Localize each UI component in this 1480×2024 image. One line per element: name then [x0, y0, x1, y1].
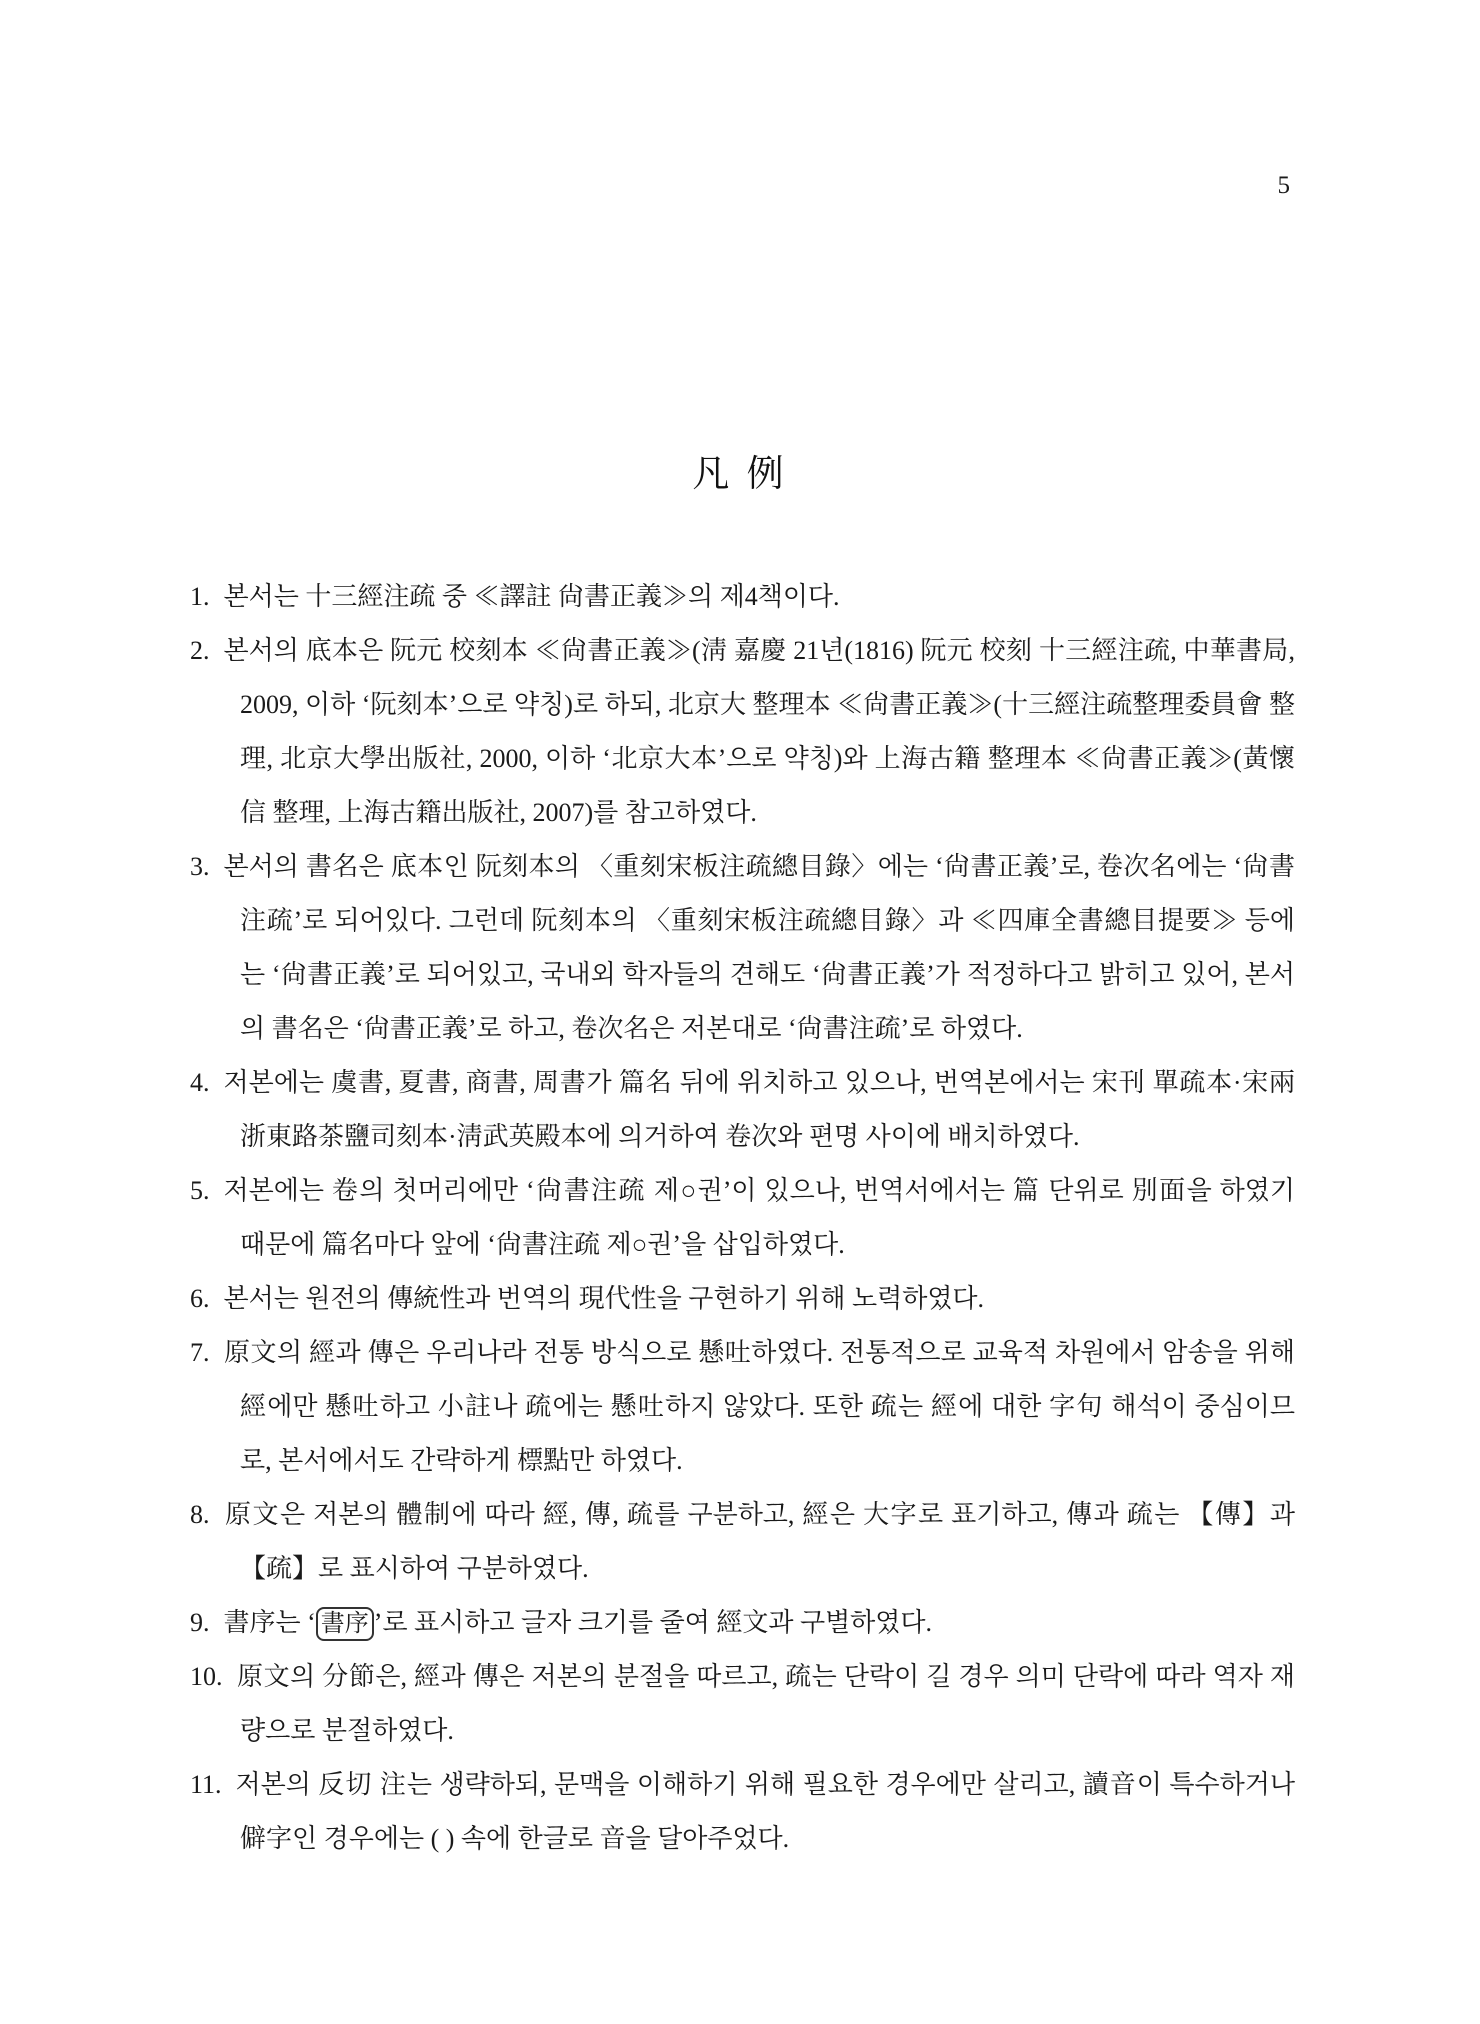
item-number: 6. [190, 1284, 210, 1313]
item-list [190, 570, 1295, 1866]
item-number: 11. [190, 1770, 222, 1799]
list-item: 3. 본서의 書名은 底本인 阮刻本의 〈重刻宋板注疏總目錄〉에는 ‘尙書正義’로, 卷次名에는 ‘尙書注疏’로 되어있다. 그런데 阮刻本의 〈重刻宋板注疏總目錄〉과 ≪四庫全書總目提要≫ 등에는 ‘尙書正義’로 되어있고, 국내외 학자들의 견해도 ‘尙書正義’가 적정하다고 밝히고 있어, 본서의 書名은 ‘尙書正義’로 하고, 卷次名은 저본대로 ‘尙書注疏’로 하였다. [190, 852, 1295, 1043]
page-number: 5 [1277, 172, 1290, 199]
page-title: 凡 例 [692, 453, 788, 495]
item-number: 1. [190, 582, 210, 611]
list-item: 9. 書序는 ‘ 書序 ’로 표시하고 글자 크기를 줄여 經文과 구별하였다. [190, 1596, 1295, 1650]
list-item: 8. 原文은 저본의 體制에 따라 經, 傳, 疏를 구분하고, 經은 大字로 표기하고, 傳과 疏는 【傳】과 【疏】로 표시하여 구분하였다. [190, 1500, 1295, 1583]
item-number: 7. [190, 1338, 210, 1367]
item-number: 8. [190, 1500, 210, 1529]
list-item: 6. 본서는 원전의 傳統性과 번역의 現代性을 구현하기 위해 노력하였다. [190, 1284, 985, 1313]
list-item: 2. 본서의 底本은 阮元 校刻本 ≪尙書正義≫(淸 嘉慶 21년(1816) 阮元 校刻 十三經注疏, 中華書局, 2009, 이하 ‘阮刻本’으로 약칭)로 하되, 北京大 整理本 ≪尙書正義≫(十三經注疏整理委員會 整理, 北京大學出版社, 2000, 이하 ‘北京大本’으로 약칭)와 上海古籍 整理本 ≪尙書正義≫(黃懷信 整理, 上海古籍出版社, 2007)를 참고하였다. [190, 636, 1295, 827]
item-number: 2. [190, 636, 210, 665]
list-item: 1. 본서는 十三經注疏 중 ≪譯註 尙書正義≫의 제4책이다. [190, 582, 840, 611]
list-item: 4. 저본에는 虞書, 夏書, 商書, 周書가 篇名 뒤에 위치하고 있으나, 번역본에서는 宋刊 單疏本·宋兩浙東路茶鹽司刻本·淸武英殿本에 의거하여 卷次와 편명 사이에 배치하였다. [190, 1068, 1295, 1151]
boxed-term: 書序 [316, 1607, 374, 1641]
list-item: 10. 原文의 分節은, 經과 傳은 저본의 분절을 따르고, 疏는 단락이 길 경우 의미 단락에 따라 역자 재량으로 분절하였다. [190, 1662, 1295, 1745]
item-number: 10. [190, 1662, 223, 1691]
list-item: 7. 原文의 經과 傳은 우리나라 전통 방식으로 懸吐하였다. 전통적으로 교육적 차원에서 암송을 위해 經에만 懸吐하고 小註나 疏에는 懸吐하지 않았다. 또한 疏는 經에 대한 字句 해석이 중심이므로, 본서에서도 간략하게 標點만 하였다. [190, 1338, 1295, 1475]
list-item: 11. 저본의 反切 注는 생략하되, 문맥을 이해하기 위해 필요한 경우에만 살리고, 讀音이 특수하거나 僻字인 경우에는 ( ) 속에 한글로 音을 달아주었다. [190, 1770, 1295, 1853]
list-item: 5. 저본에는 卷의 첫머리에만 ‘尙書注疏 제○권’이 있으나, 번역서에서는 篇 단위로 別面을 하였기 때문에 篇名마다 앞에 ‘尙書注疏 제○권’을 삽입하였다. [190, 1176, 1295, 1259]
item-number: 5. [190, 1176, 210, 1205]
item-number: 9. [190, 1608, 210, 1637]
item-number: 4. [190, 1068, 210, 1097]
item-number: 3. [190, 852, 210, 881]
